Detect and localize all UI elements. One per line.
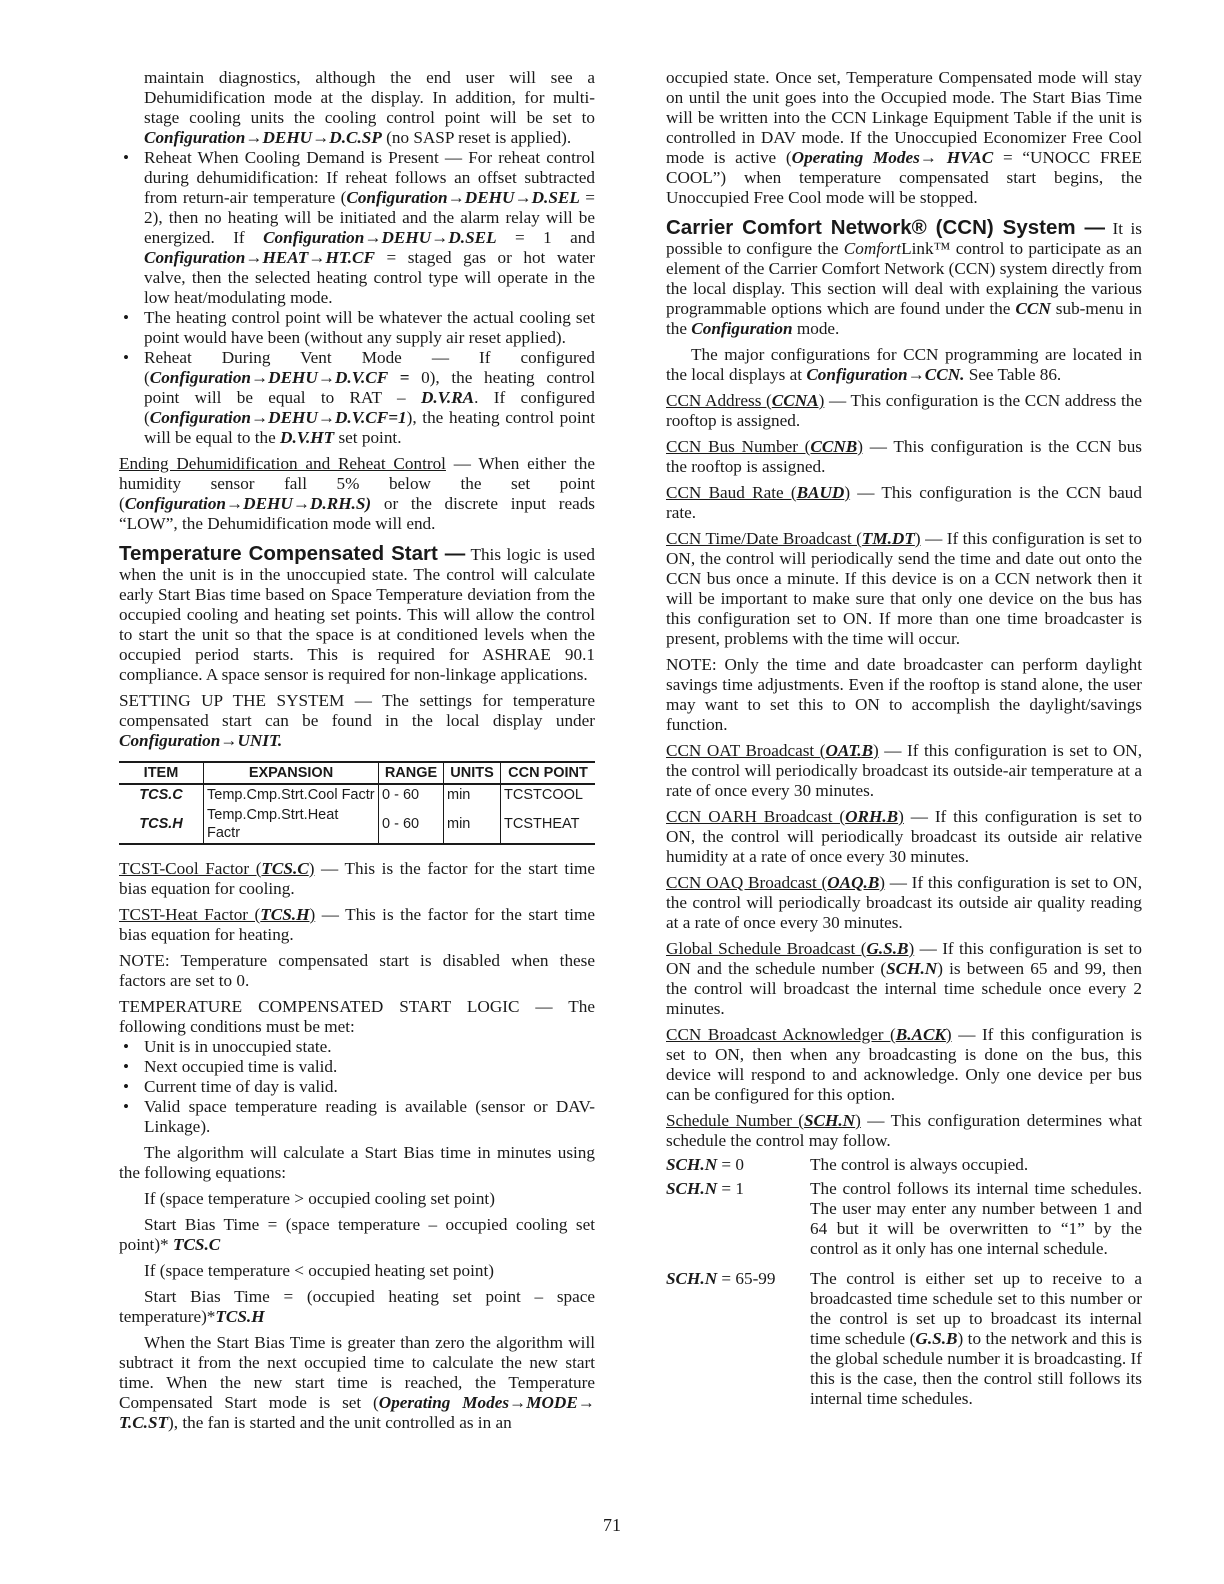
schedule-desc: The control is either set up to receive to a broadcasted time schedule set to this number or the control is set up to broadcast its internal time schedule (G.S.B) to the network and this is the global schedule number it is broadcasting. If this is the case, then the control still follows its internal time schedules. (810, 1269, 1143, 1408)
section-heading: Carrier Comfort Network® (CCN) System — (666, 216, 1105, 239)
ccn-baud-paragraph: CCN Baud Rate (BAUD) — This configuration is the CCN baud rate. (666, 483, 1142, 522)
schedule-key: SCH.N = 1 (666, 1179, 744, 1198)
table-cell: 0 - 60 (379, 784, 444, 805)
schedule-row (666, 1155, 1142, 1175)
table-cell: Temp.Cmp.Strt.Cool Factr (204, 784, 379, 805)
table-row (119, 805, 595, 844)
broadcast-ack-paragraph: CCN Broadcast Acknowledger (B.ACK) — If this configuration is set to ON, then when any broadcasting is done on the bus, this device will respond to and acknowledge. Only one device per bus can be configured for this option. (666, 1025, 1142, 1104)
table-cell: TCSTCOOL (501, 784, 596, 805)
equation-condition: If (space temperature < occupied heating set point) (144, 1261, 494, 1280)
algorithm-paragraph: The algorithm will calculate a Start Bias time in minutes using the following equations: (119, 1143, 595, 1182)
table-cell: 0 - 60 (379, 805, 444, 844)
reheat-bullets (119, 148, 595, 448)
table-row (119, 784, 595, 805)
setup-paragraph: SETTING UP THE SYSTEM — The settings for temperature compensated start can be found in the local display under Configuration→UNIT. (119, 691, 595, 750)
tcst-cool-paragraph: TCST-Cool Factor (TCS.C) — This is the factor for the start time bias equation for cooling. (119, 859, 595, 898)
logic-paragraph: TEMPERATURE COMPENSATED START LOGIC — The following conditions must be met: (119, 997, 595, 1036)
table-cell: Temp.Cmp.Strt.Heat Factr (204, 805, 379, 844)
table-header: ITEM (119, 762, 204, 784)
schedule-row (666, 1179, 1142, 1259)
table-header: UNITS (444, 762, 501, 784)
equation-condition: If (space temperature > occupied cooling set point) (144, 1189, 495, 1208)
list-item: • Valid space temperature reading is available (sensor or DAV-Linkage). (119, 1097, 595, 1137)
page-number: 71 (603, 1515, 621, 1535)
table-header: CCN POINT (501, 762, 596, 784)
table-cell: TCS.H (119, 805, 204, 844)
table-cell: min (444, 805, 501, 844)
section-heading: Temperature Compensated Start — (119, 542, 466, 565)
ccn-bus-paragraph: CCN Bus Number (CCNB) — This configuration is the CCN bus the rooftop is assigned. (666, 437, 1142, 476)
list-item: • Unit is in unoccupied state. (119, 1037, 595, 1057)
ccn-timedate-paragraph: CCN Time/Date Broadcast (TM.DT) — If this configuration is set to ON, the control will periodically send the time and date out onto the CCN bus once a minute. If this device is on a CCN network then it will be important to make sure that only one device on the bus has this configuration set to ON. If more than one time broadcaster is present, problems with the time will occur. (666, 529, 1142, 648)
table-cell: TCSTHEAT (501, 805, 596, 844)
global-schedule-paragraph: Global Schedule Broadcast (G.S.B) — If this configuration is set to ON and the schedule number (SCH.N) is between 65 and 99, then the control will broadcast the internal time schedule once every 2 minutes. (666, 939, 1143, 1018)
ccn-oat-paragraph: CCN OAT Broadcast (OAT.B) — If this configuration is set to ON, the control will periodically broadcast its outside-air temperature at a rate of once every 30 minutes. (666, 741, 1142, 800)
table-header: EXPANSION (204, 762, 379, 784)
tcs-config-table (119, 761, 595, 845)
list-item: • The heating control point will be whatever the actual cooling set point would have been (without any supply air reset applied). (119, 308, 595, 348)
table-cell: TCS.C (139, 787, 183, 803)
tcst-heat-paragraph: TCST-Heat Factor (TCS.H) — This is the factor for the start time bias equation for heating. (119, 905, 595, 944)
table-cell: min (444, 784, 501, 805)
left-column (119, 68, 595, 1433)
occupied-paragraph: occupied state. Once set, Temperature Compensated mode will stay on until the unit goes into the Occupied mode. The Start Bias Time will be written into the CCN Linkage Equipment Table if the unit is controlled in DAV mode. If the Unoccupied Economizer Free Cool mode is active (Operating Modes→ HVAC = “UNOCC FREE COOL”) when temperature compensated start begins, the Unoccupied Free Cool mode will be stopped. (666, 68, 1142, 207)
list-item: • Next occupied time is valid. (119, 1057, 595, 1077)
dehumid-continued: maintain diagnostics, although the end user will see a Dehumidification mode at the display. In addition, for multi-stage cooling units the cooling control point will be set to Configuration→DEHU→D.C.SP (no SASP reset is applied). (144, 68, 595, 147)
equation: Start Bias Time = (occupied heating set point – space temperature)*TCS.H (119, 1287, 595, 1326)
right-column (666, 68, 1142, 1409)
schedule-row (666, 1269, 1142, 1409)
schedule-key: SCH.N = 0 (666, 1155, 744, 1174)
schedule-number-paragraph: Schedule Number (SCH.N) — This configuration determines what schedule the control may follow. (666, 1111, 1143, 1150)
conditions-list (119, 1037, 595, 1137)
list-item: • Current time of day is valid. (119, 1077, 595, 1097)
note-paragraph: NOTE: Only the time and date broadcaster can perform daylight savings time adjustments. Even if the rooftop is stand alone, the user may want to set this to ON to accomplish the daylight/savings function. (666, 655, 1142, 734)
schedule-desc: The control follows its internal time schedules. The user may enter any number between 1 and 64 but it will be overwritten to “1” by the control as it only has one internal schedule. (810, 1179, 1142, 1258)
ending-dehumid-paragraph: Ending Dehumidification and Reheat Control — When either the humidity sensor fall 5% below the set point (Configuration→DEHU→D.RH.S) or the discrete input reads “LOW”, the Dehumidification mode will end. (119, 454, 595, 533)
final-paragraph: When the Start Bias Time is greater than zero the algorithm will subtract it from the next occupied time to calculate the new start time. When the new start time is reached, the Temperature Compensated Start mode is set (Operating Modes→MODE→ T.C.ST), the fan is started and the unit controlled as in an (119, 1333, 595, 1432)
table-header: RANGE (379, 762, 444, 784)
ccn-section: Carrier Comfort Network® (CCN) System — It is possible to configure the ComfortLink™ control to participate as an element of the Carrier Comfort Network (CCN) system directly from the local display. This section will deal with explaining the various programmable options which are found under the CCN sub-menu in the Configuration mode. (666, 216, 1143, 338)
list-item: • Reheat During Vent Mode — If configured (Configuration→DEHU→D.V.CF = 0), the heating control point will be equal to RAT – D.V.RA. If configured (Configuration→DEHU→D.V.CF=1), the heating control point will be equal to the D.V.HT set point. (119, 348, 595, 448)
tcs-section: Temperature Compensated Start — This logic is used when the unit is in the unoccupied state. The control will calculate early Start Bias time based on Space Temperature deviation from the occupied cooling and heating set points. This will allow the control to start the unit so that the space is at conditioned levels when the occupied period starts. This is required for ASHRAE 90.1 compliance. A space sensor is required for non-linkage applications. (119, 542, 595, 684)
list-item: • Reheat When Cooling Demand is Present — For reheat control during dehumidification: If reheat follows an offset subtracted from return-air temperature (Configuration→DEHU→D.SEL = 2), then no heating will be initiated and the alarm relay will be energized. If Configuration→DEHU→D.SEL = 1 and Configuration→HEAT→HT.CF = staged gas or hot water valve, then the selected heating control type will operate in the low heat/modulating mode. (119, 148, 595, 308)
schedule-key: SCH.N = 65-99 (666, 1269, 776, 1288)
ccn-oarh-paragraph: CCN OARH Broadcast (ORH.B) — If this configuration is set to ON, the control will periodically broadcast its outside air relative humidity at a rate of once every 30 minutes. (666, 807, 1142, 866)
schedule-desc: The control is always occupied. (810, 1155, 1029, 1174)
ccn-oaq-paragraph: CCN OAQ Broadcast (OAQ.B) — If this configuration is set to ON, the control will periodically broadcast its outside air quality reading at a rate of once every 30 minutes. (666, 873, 1143, 932)
major-config-paragraph: The major configurations for CCN programming are located in the local displays at Configuration→CCN. See Table 86. (666, 345, 1142, 384)
ccn-address-paragraph: CCN Address (CCNA) — This configuration is the CCN address the rooftop is assigned. (666, 391, 1142, 430)
note-paragraph: NOTE: Temperature compensated start is disabled when these factors are set to 0. (119, 951, 595, 990)
equation: Start Bias Time = (space temperature – occupied cooling set point)* TCS.C (119, 1215, 595, 1254)
